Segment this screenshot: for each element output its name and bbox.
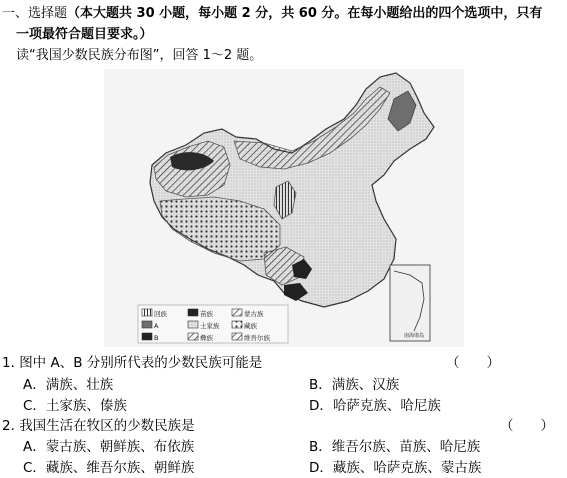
question-1-option-c[interactable]: C．土家族、傣族 [23,398,127,414]
question-2-number: 2. [2,418,15,434]
legend-swatch-mongolian [232,309,242,316]
question-1-answer-paren[interactable]: （ ） [446,355,500,371]
legend-label-mongolian: 蒙古族 [244,310,264,318]
question-1-option-a[interactable]: A．满族、壮族 [23,377,114,393]
question-2-answer-paren[interactable]: （ ） [500,418,554,434]
legend-swatch-uyghur [232,333,242,340]
question-1-number: 1. [2,355,15,371]
legend-swatch-miao [188,309,198,316]
legend-swatch-tujia [188,321,198,328]
legend-label-uyghur: 维吾尔族 [244,334,270,342]
question-1-text: 图中 A、B 分别所代表的少数民族可能是 [19,355,263,371]
question-2-option-b[interactable]: B．维吾尔族、苗族、哈尼族 [309,439,481,455]
legend-label-tibetan: 藏族 [244,322,257,330]
section-heading-rule: （本大题共 30 小题，每小题 2 分，共 60 分。在每小题给出的四个选项中，只有 [67,6,543,21]
question-2-text: 我国生活在牧区的少数民族是 [19,418,195,434]
legend-label-tujia: 土家族 [200,322,220,330]
question-1-option-b[interactable]: B．满族、汉族 [309,377,400,393]
question-1-stem [2,354,262,372]
question-2-option-c[interactable]: C．藏族、维吾尔族、朝鲜族 [23,460,195,476]
legend-swatch-hui [142,309,152,316]
ethnic-minority-map [104,69,464,347]
legend-swatch-yi [188,333,198,340]
legend-label-b: B [154,334,159,342]
question-2-option-a[interactable]: A．蒙古族、朝鲜族、布依族 [23,439,195,455]
inset-frame [390,265,430,341]
legend-label-miao: 苗族 [200,310,213,318]
section-heading [2,5,542,22]
question-2-stem [2,417,195,435]
question-1-option-d[interactable]: D．哈萨克族、哈尼族 [309,398,441,414]
legend-label-hui: 回族 [154,310,167,318]
question-2-option-d[interactable]: D．藏族、哈萨克族、蒙古族 [309,460,482,476]
legend-label-a: A [154,322,159,330]
south-sea-inset [390,265,430,341]
legend-label-yi: 彝族 [200,334,213,342]
inset-label: 南海诸岛 [404,333,425,339]
legend-swatch-b [142,333,152,340]
map-legend [138,305,288,343]
section-heading-line2: 一项最符合题目要求。） [16,27,153,42]
legend-swatch-a [142,321,152,328]
legend-swatch-tibetan [232,321,242,328]
instruction-text: 读“我国少数民族分布图”，回答 1～2 题。 [16,48,263,63]
section-heading-prefix: 一、选择题 [2,6,68,21]
